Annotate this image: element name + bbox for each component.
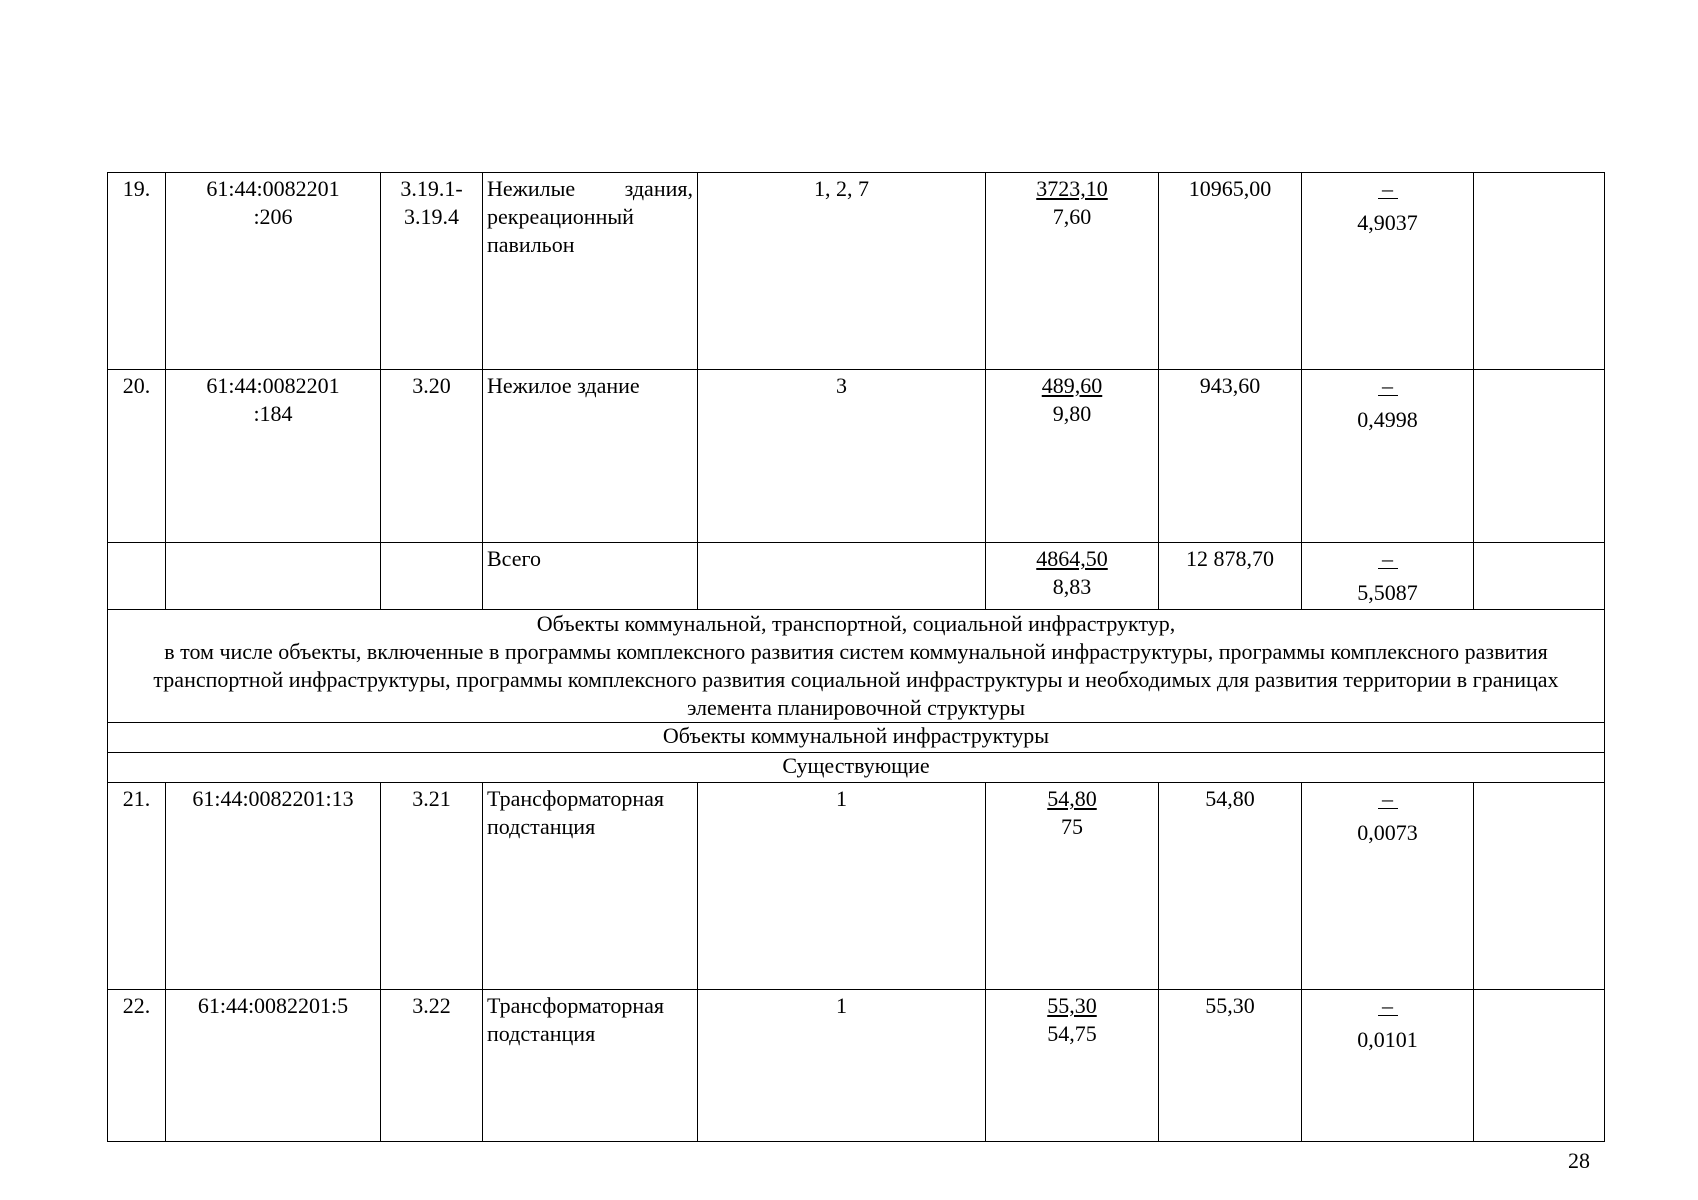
empty-cell: [1474, 173, 1605, 370]
section-infrastructure: [108, 610, 1605, 723]
section-body: в том числе объекты, включенные в программы комплексного развития систем коммунальной инфраструктуры, программы комплексного развития транспортной инфраструктуры, программы комплексного развития социальной инфраструктуры и необходимых для развития территории в границах элемента планировочной структуры: [153, 639, 1559, 720]
row-number: 21.: [108, 783, 166, 990]
table-row: [108, 990, 1605, 1142]
totals-row: [108, 543, 1605, 610]
empty-cell: [108, 543, 166, 610]
total-area: 54,80: [1159, 783, 1302, 990]
table-row: [108, 173, 1605, 370]
row-number: 22.: [108, 990, 166, 1142]
area-fraction: 3723,10 7,60: [986, 173, 1159, 370]
ratio-fraction: – 0,0101: [1302, 990, 1474, 1142]
ratio-fraction: – 0,4998: [1302, 370, 1474, 543]
object-description: Трансформаторная подстанция: [483, 990, 698, 1142]
table-row: [108, 783, 1605, 990]
ratio-fraction: – 4,9037: [1302, 173, 1474, 370]
section-utility: Объекты коммунальной инфраструктуры: [108, 723, 1605, 753]
plan-number: 3.19.1- 3.19.4: [381, 173, 483, 370]
row-number: 19.: [108, 173, 166, 370]
totals-area-fraction: 4864,50 8,83: [986, 543, 1159, 610]
section-row: [108, 610, 1605, 723]
area-fraction: 55,30 54,75: [986, 990, 1159, 1142]
totals-label: Всего: [483, 543, 698, 610]
area-fraction: 54,80 75: [986, 783, 1159, 990]
section-row: [108, 723, 1605, 753]
page-number: 28: [1568, 1148, 1590, 1173]
empty-cell: [1474, 543, 1605, 610]
cadastral-number: 61:44:0082201:5: [166, 990, 381, 1142]
total-area: 943,60: [1159, 370, 1302, 543]
section-row: [108, 753, 1605, 783]
empty-cell: [166, 543, 381, 610]
empty-cell: [1474, 783, 1605, 990]
total-area: 55,30: [1159, 990, 1302, 1142]
plan-number: 3.21: [381, 783, 483, 990]
ratio-fraction: – 0,0073: [1302, 783, 1474, 990]
plan-number: 3.22: [381, 990, 483, 1142]
object-description: Трансформаторная подстанция: [483, 783, 698, 990]
zone-numbers: 1: [698, 990, 986, 1142]
table-row: [108, 370, 1605, 543]
empty-cell: [1474, 370, 1605, 543]
empty-cell: [381, 543, 483, 610]
empty-cell: [1474, 990, 1605, 1142]
plan-number: 3.20: [381, 370, 483, 543]
empty-cell: [698, 543, 986, 610]
object-description: Нежилые здания, рекреационный павильон: [483, 173, 698, 370]
section-heading: Объекты коммунальной, транспортной, социальной инфраструктур,: [536, 611, 1176, 636]
zone-numbers: 1: [698, 783, 986, 990]
totals-ratio-fraction: – 5,5087: [1302, 543, 1474, 610]
object-description: Нежилое здание: [483, 370, 698, 543]
cadastral-number: 61:44:0082201 :206: [166, 173, 381, 370]
cadastral-number: 61:44:0082201:13: [166, 783, 381, 990]
area-fraction: 489,60 9,80: [986, 370, 1159, 543]
totals-total-area: 12 878,70: [1159, 543, 1302, 610]
row-number: 20.: [108, 370, 166, 543]
land-plots-table: [107, 172, 1605, 1142]
cadastral-number: 61:44:0082201 :184: [166, 370, 381, 543]
zone-numbers: 1, 2, 7: [698, 173, 986, 370]
total-area: 10965,00: [1159, 173, 1302, 370]
section-existing: Существующие: [108, 753, 1605, 783]
zone-numbers: 3: [698, 370, 986, 543]
